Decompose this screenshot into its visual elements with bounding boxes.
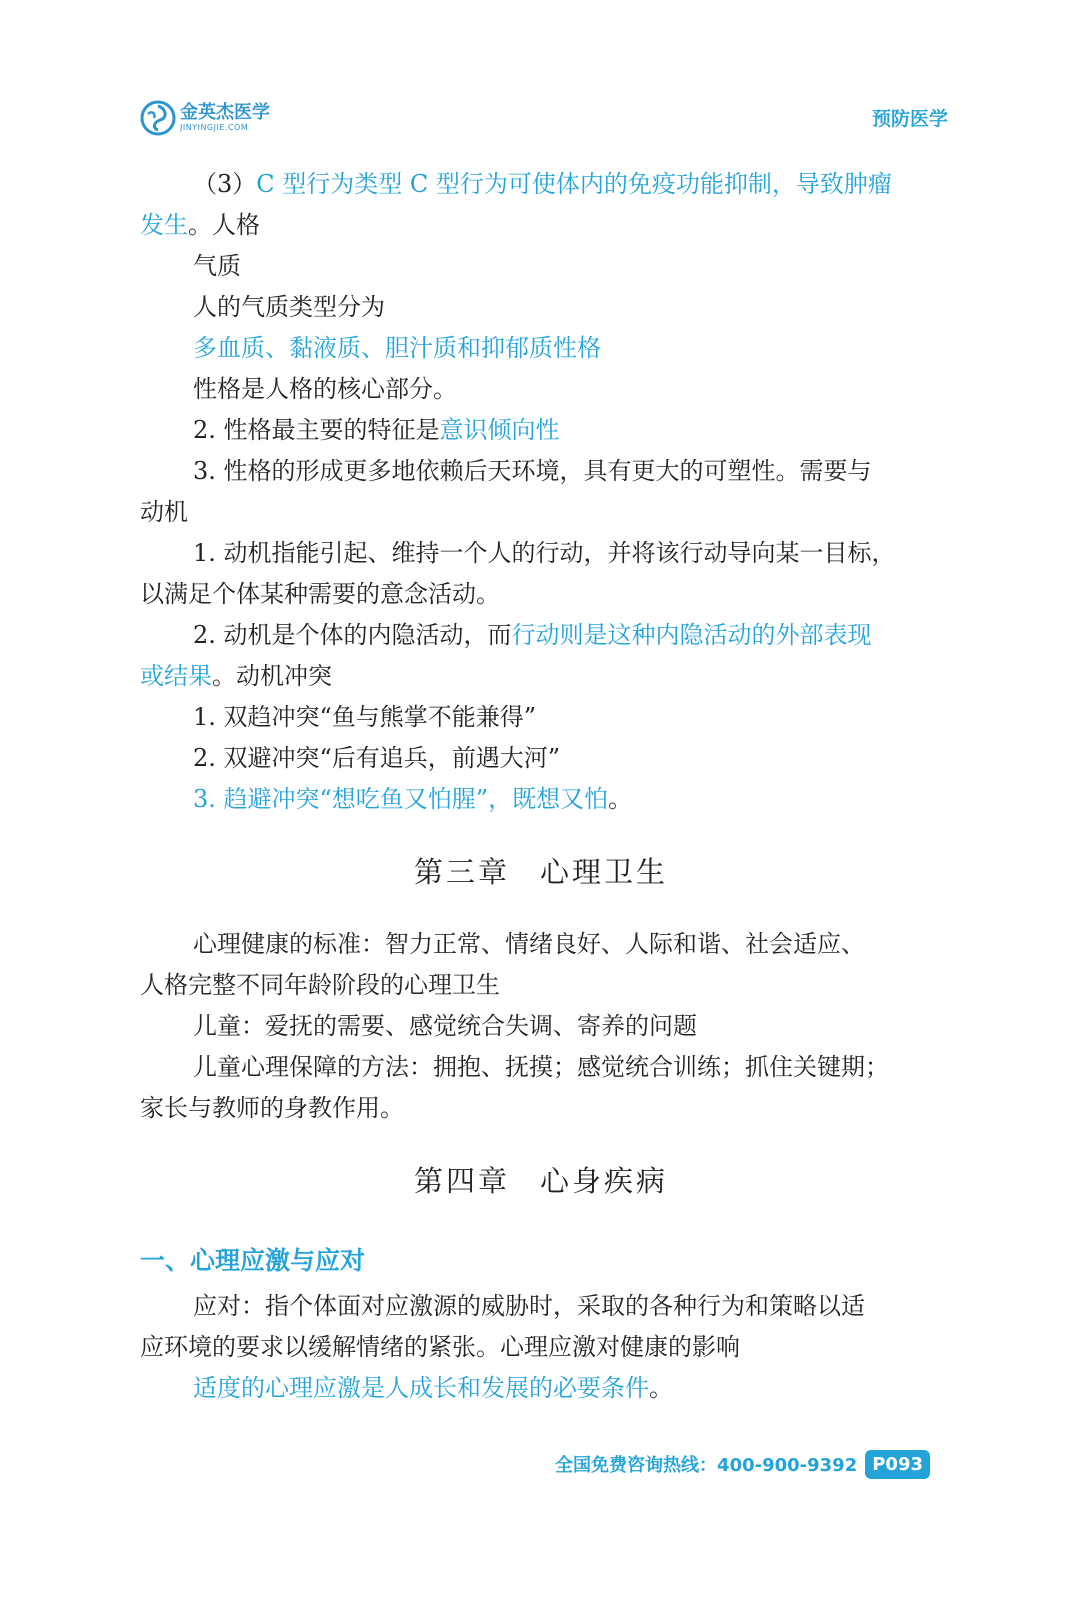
paragraph-line: 应环境的要求以缓解情绪的紧张。心理应激对健康的影响	[140, 1333, 740, 1361]
page-footer	[555, 1447, 930, 1481]
highlight-text: 意识倾向性	[439, 416, 560, 444]
highlight-line: 多血质、黏液质、胆汁质和抑郁质性格	[193, 334, 601, 362]
paragraph-line: 心理健康的标准：智力正常、情绪良好、人际和谐、社会适应、	[193, 930, 865, 958]
highlight-text: 适度的心理应激是人成长和发展的必要条件	[193, 1374, 649, 1402]
hotline-text: 全国免费咨询热线：400-900-9392	[555, 1455, 858, 1476]
highlight-text: 行动则是这种内隐活动的外部表现	[511, 621, 872, 649]
chapter-title: 心理卫生	[540, 855, 669, 889]
paragraph-line: 1. 双趋冲突“鱼与熊掌不能兼得”	[193, 703, 537, 731]
logo-name: 金英杰医学	[180, 102, 270, 123]
paragraph-line: 儿童：爱抚的需要、感觉统合失调、寄养的问题	[193, 1012, 697, 1040]
paragraph-line: 1. 动机指能引起、维持一个人的行动，并将该行动导向某一目标，	[193, 539, 896, 567]
paragraph-line: 人格完整不同年龄阶段的心理卫生	[140, 971, 500, 999]
paragraph-line: 家长与教师的身教作用。	[140, 1094, 404, 1122]
paragraph-prefix: （3）	[193, 170, 257, 198]
body-text: 2. 动机是个体的内隐活动，而	[193, 621, 512, 649]
logo-website: JINYINGJIE.COM	[180, 123, 249, 132]
paragraph-line: 气质	[193, 252, 241, 280]
highlight-text: C 型行为类型 C 型行为可使体内的免疫功能抑制，导致肿瘤	[256, 170, 892, 198]
highlight-text: 或结果	[140, 662, 212, 690]
paragraph-line	[140, 660, 332, 692]
body-text: 。	[649, 1374, 673, 1402]
highlight-text: 3. 趋避冲突“想吃鱼又怕腥”，既想又怕	[193, 785, 609, 813]
paragraph-line: 以满足个体某种需要的意念活动。	[140, 580, 500, 608]
paragraph-line: 性格是人格的核心部分。	[193, 375, 457, 403]
section-heading: 一、心理应激与应对	[140, 1246, 366, 1275]
logo-swirl-icon	[140, 100, 176, 136]
paragraph-line: 人的气质类型分为	[193, 293, 385, 321]
paragraph-line: 动机	[140, 498, 188, 526]
body-text: 。人格	[188, 211, 260, 239]
paragraph-line	[193, 168, 892, 200]
chapter-heading	[0, 1161, 1082, 1201]
paragraph-line: 应对：指个体面对应激源的威胁时，采取的各种行为和策略以适	[193, 1292, 865, 1320]
body-text: 。动机冲突	[212, 662, 332, 690]
page-header	[140, 98, 948, 138]
body-text: 。	[608, 785, 633, 813]
chapter-number: 第三章	[413, 855, 510, 889]
chapter-title: 心身疾病	[540, 1164, 669, 1198]
highlight-text: 发生	[140, 211, 188, 239]
paragraph-line	[140, 209, 260, 241]
paragraph-line: 3. 性格的形成更多地依赖后天环境，具有更大的可塑性。需要与	[193, 457, 872, 485]
paragraph-line	[193, 414, 560, 446]
brand-logo	[140, 98, 270, 138]
chapter-number: 第四章	[413, 1164, 510, 1198]
paragraph-line	[193, 619, 872, 651]
body-text: 2. 性格最主要的特征是	[193, 416, 440, 444]
chapter-heading	[0, 852, 1082, 892]
paragraph-line: 2. 双避冲突“后有追兵，前遇大河”	[193, 744, 561, 772]
page-number-badge: P093	[865, 1450, 930, 1479]
paragraph-line	[193, 1372, 673, 1404]
paragraph-line: 儿童心理保障的方法：拥抱、抚摸；感觉统合训练；抓住关键期；	[193, 1053, 889, 1081]
section-label: 预防医学	[871, 108, 948, 130]
paragraph-line	[193, 783, 632, 815]
